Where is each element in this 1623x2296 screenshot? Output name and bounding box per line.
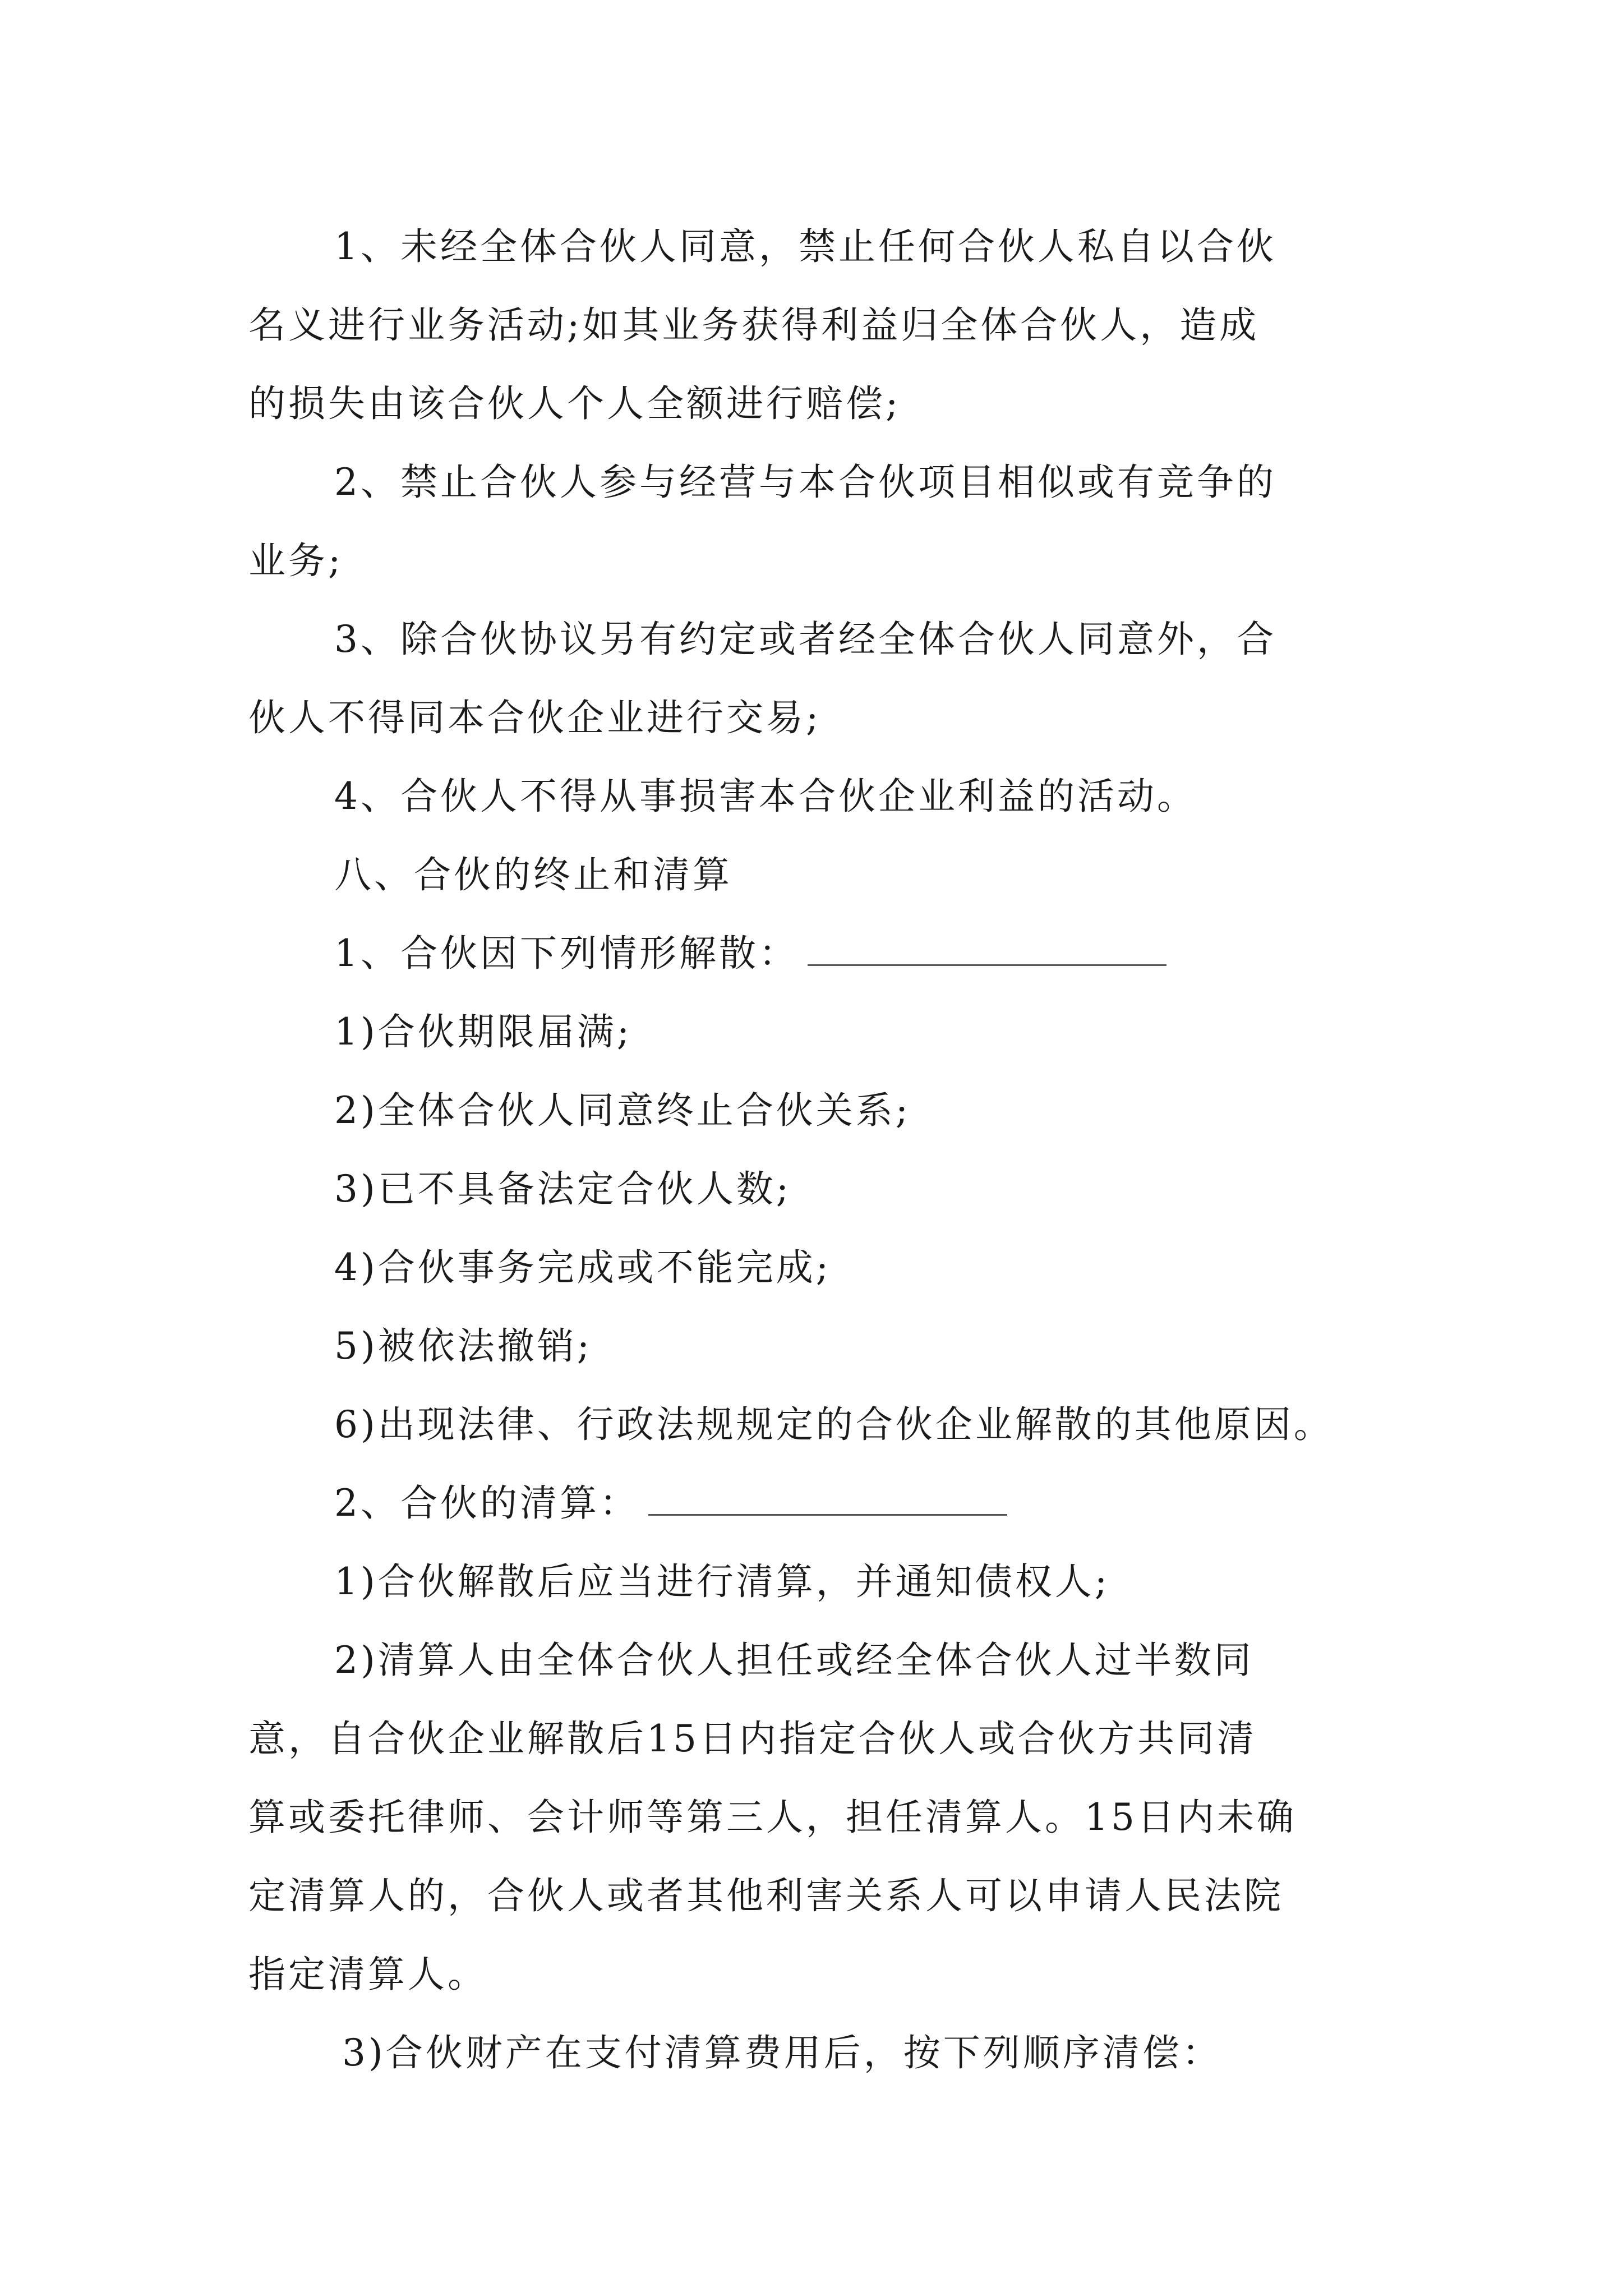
line-text: 八、合伙的终止和清算 xyxy=(334,853,732,896)
list-item xyxy=(334,1085,911,1136)
paragraph-line xyxy=(334,771,1197,822)
line-text: 业务; xyxy=(248,539,344,582)
paragraph-line xyxy=(334,457,1276,508)
line-text: 6)出现法律、行政法规规定的合伙企业解散的其他原因。 xyxy=(334,1403,1334,1446)
paragraph-line xyxy=(248,1714,1257,1764)
line-text: 2、禁止合伙人参与经营与本合伙项目相似或有竞争的 xyxy=(334,461,1276,504)
line-text: 2)全体合伙人同意终止合伙关系; xyxy=(334,1089,911,1132)
paragraph-line xyxy=(248,1871,1284,1921)
paragraph-line xyxy=(334,614,1276,665)
line-text: 3、除合伙协议另有约定或者经全体合伙人同意外，合 xyxy=(334,618,1276,661)
line-text: 伙人不得同本合伙企业进行交易; xyxy=(248,696,822,739)
line-text: 5)被依法撤销; xyxy=(334,1324,592,1368)
line-text: 1、未经全体合伙人同意，禁止任何合伙人私自以合伙 xyxy=(334,225,1276,268)
paragraph-line xyxy=(334,928,1166,979)
line-text: 定清算人的，合伙人或者其他利害关系人可以申请人民法院 xyxy=(248,1874,1284,1917)
paragraph-line xyxy=(248,536,343,586)
line-text: 的损失由该合伙人个人全额进行赔偿; xyxy=(248,382,901,425)
paragraph-line xyxy=(334,1478,1007,1529)
section-heading xyxy=(334,850,732,900)
line-text: 3)已不具备法定合伙人数; xyxy=(334,1167,791,1211)
line-text: 2)清算人由全体合伙人担任或经全体合伙人过半数同 xyxy=(334,1639,1254,1682)
list-item xyxy=(334,1557,1110,1607)
list-item xyxy=(334,1243,831,1293)
line-text: 3)合伙财产在支付清算费用后，按下列顺序清偿： xyxy=(342,2031,1222,2074)
paragraph-line xyxy=(248,1792,1297,1843)
list-item xyxy=(334,1007,632,1057)
line-text: 1)合伙解散后应当进行清算，并通知债权人; xyxy=(334,1560,1110,1603)
line-text: 4)合伙事务完成或不能完成; xyxy=(334,1246,831,1289)
line-text: 1、合伙因下列情形解散： xyxy=(334,932,799,975)
list-item xyxy=(334,1635,1254,1686)
fill-in-blank[interactable] xyxy=(648,1486,1007,1516)
paragraph-line xyxy=(248,1949,487,2000)
paragraph-line xyxy=(248,379,901,429)
list-item xyxy=(334,1400,1334,1450)
paragraph-line xyxy=(248,693,821,743)
list-item xyxy=(342,2028,1222,2078)
list-item xyxy=(334,1321,592,1372)
paragraph-line xyxy=(334,222,1276,272)
list-item xyxy=(334,1164,791,1214)
fill-in-blank[interactable] xyxy=(808,936,1166,966)
paragraph-line xyxy=(248,300,1259,351)
line-text: 算或委托律师、会计师等第三人，担任清算人。15日内未确 xyxy=(248,1796,1297,1839)
line-text: 指定清算人。 xyxy=(248,1953,487,1996)
line-text: 4、合伙人不得从事损害本合伙企业利益的活动。 xyxy=(334,775,1197,818)
line-text: 意，自合伙企业解散后15日内指定合伙人或合伙方共同清 xyxy=(248,1717,1257,1760)
line-text: 1)合伙期限届满; xyxy=(334,1010,632,1053)
line-text: 名义进行业务活动;如其业务获得利益归全体合伙人，造成 xyxy=(248,303,1260,347)
line-text: 2、合伙的清算： xyxy=(334,1481,639,1525)
